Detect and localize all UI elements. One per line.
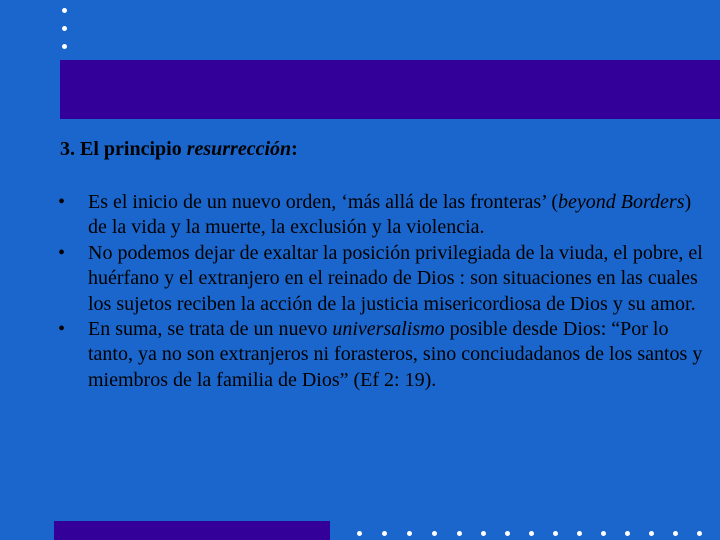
bullet-emphasis: beyond Borders: [558, 191, 685, 213]
decorative-dot: [625, 531, 630, 536]
bullet-list: [58, 190, 708, 393]
bullet-marker: •: [58, 318, 66, 341]
decorative-dot: [529, 531, 534, 536]
decorative-dot: [697, 531, 702, 536]
heading-suffix: :: [291, 138, 298, 160]
bottom-band: [54, 521, 330, 540]
bullet-text: En suma, se trata de un nuevo: [88, 318, 333, 341]
list-item: [58, 190, 708, 241]
decorative-dot: [673, 531, 678, 536]
bullet-marker: •: [58, 241, 66, 264]
decorative-dot: [432, 531, 437, 536]
decorative-dot: [577, 531, 582, 536]
heading-prefix: 3. El principio: [60, 138, 187, 160]
decorative-dot: [457, 531, 462, 536]
bullet-text: posible desde Dios: “Por lo tanto, ya no son extranjeros ni forasteros, sino conciudadanos de los santos y miembros de la familia de Dios” (Ef 2: 19).: [88, 318, 703, 391]
decorative-dot: [382, 531, 387, 536]
bullet-emphasis: universalismo: [332, 318, 445, 341]
bullet-marker: •: [58, 191, 66, 213]
decorative-dot: [481, 531, 486, 536]
bullet-text: No podemos dejar de exaltar la posición privilegiada de la viuda, el pobre, el huérfano y el extranjero en el reinado de Dios : son situaciones en las cuales los sujetos reciben la acción de la justicia misericordiosa de Dios y su amor.: [88, 241, 703, 315]
heading-emphasis: resurrección: [186, 138, 292, 160]
bullet-text: Es el inicio de un nuevo orden, ‘más allá de las fronteras’ (: [88, 191, 559, 213]
decorative-dot: [357, 531, 362, 536]
decorative-dot: [62, 26, 67, 31]
decorative-dot: [407, 531, 412, 536]
slide-heading: [60, 136, 700, 162]
decorative-dot: [649, 531, 654, 536]
decorative-dot: [553, 531, 558, 536]
decorative-dot: [62, 44, 67, 49]
decorative-dot: [62, 8, 67, 13]
decorative-dot: [601, 531, 606, 536]
decorative-dot: [505, 531, 510, 536]
list-item: [58, 317, 708, 393]
title-band: [60, 60, 720, 119]
list-item: [58, 241, 708, 317]
bullet-text: ) de la vida y la muerte, la exclusión y la violencia.: [88, 191, 692, 239]
